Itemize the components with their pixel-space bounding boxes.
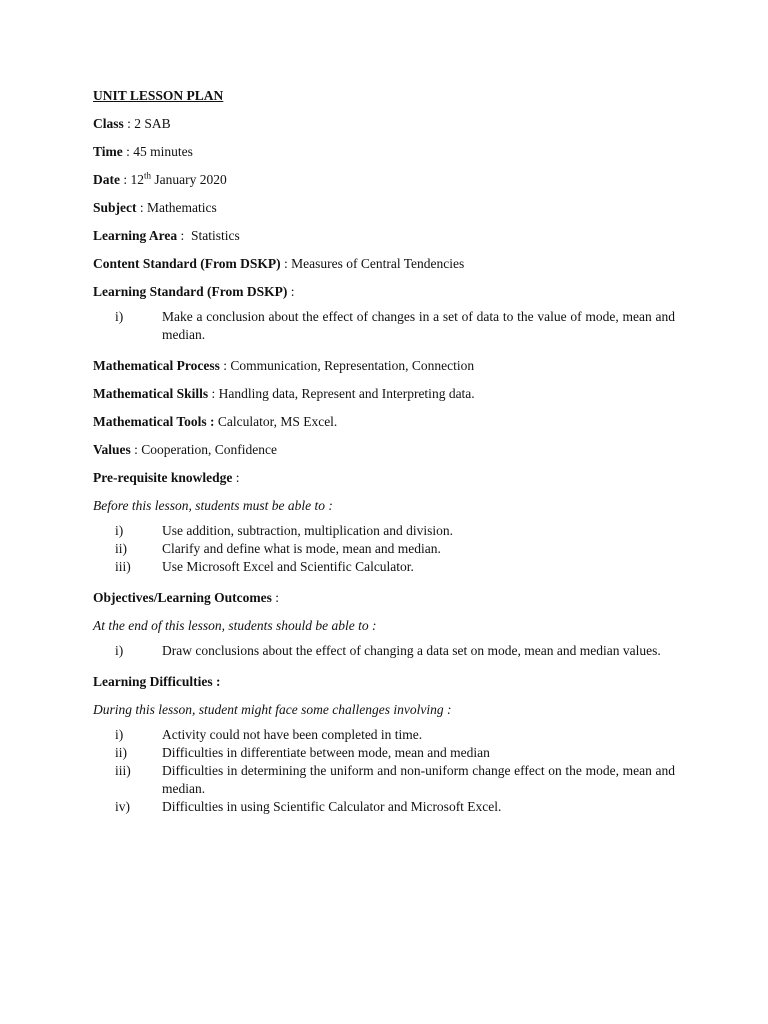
list-item-number: iii) — [115, 559, 131, 574]
content-standard-value: Measures of Central Tendencies — [291, 256, 465, 271]
list-item — [93, 558, 675, 576]
date-suffix: th — [144, 170, 152, 181]
subject-value: Mathematics — [147, 200, 217, 215]
math-skills-value: Handling data, Represent and Interpreting data. — [218, 386, 475, 401]
lesson-plan — [93, 84, 675, 826]
list-item-text: Draw conclusions about the effect of changing a data set on mode, mean and median values. — [162, 643, 661, 658]
list-item-text: Make a conclusion about the effect of changes in a set of data to the value of mode, mean and median. — [162, 309, 675, 342]
prereq-label: Pre-requisite knowledge — [93, 470, 233, 485]
difficulties-intro: During this lesson, student might face some challenges involving : — [93, 702, 452, 717]
math-process-label: Mathematical Process — [93, 358, 220, 373]
objectives-field: Objectives/Learning Outcomes : — [93, 590, 279, 605]
list-item-text: Use addition, subtraction, multiplication and division. — [162, 523, 453, 538]
subject-label: Subject — [93, 200, 137, 215]
list-item-number: i) — [115, 309, 124, 324]
math-skills-field: Mathematical Skills : Handling data, Represent and Interpreting data. — [93, 386, 475, 401]
objectives-list — [93, 642, 675, 660]
list-item-number: i) — [115, 727, 124, 742]
learning-standard-label: Learning Standard (From DSKP) — [93, 284, 288, 299]
class-label: Class — [93, 116, 124, 131]
math-process-field: Mathematical Process : Communication, Representation, Connection — [93, 358, 475, 373]
values-value: Cooperation, Confidence — [141, 442, 277, 457]
learning-area-label: Learning Area — [93, 228, 178, 243]
list-item-number: iv) — [115, 799, 130, 814]
learning-area-value: Statistics — [191, 228, 240, 243]
learning-standard-list — [93, 308, 675, 344]
time-field: Time : 45 minutes — [93, 144, 193, 159]
date-field: Date : 12th January 2020 — [93, 170, 227, 187]
list-item-text: Activity could not have been completed in time. — [162, 727, 423, 742]
time-value: 45 minutes — [133, 144, 193, 159]
objectives-intro: At the end of this lesson, students should be able to : — [93, 618, 377, 633]
math-tools-label: Mathematical Tools : — [93, 414, 215, 429]
list-item-number: i) — [115, 643, 124, 658]
list-item-text: Difficulties in determining the uniform and non-uniform change effect on the mode, mean and median. — [162, 763, 675, 796]
list-item — [93, 308, 675, 344]
list-item — [93, 744, 675, 762]
content-standard-field: Content Standard (From DSKP) : Measures of Central Tendencies — [93, 256, 465, 271]
list-item — [93, 642, 675, 660]
objectives-label: Objectives/Learning Outcomes — [93, 590, 272, 605]
difficulties-label: Learning Difficulties : — [93, 674, 221, 689]
class-field: Class : 2 SAB — [93, 116, 171, 131]
list-item-text: Difficulties in using Scientific Calculator and Microsoft Excel. — [162, 799, 502, 814]
list-item-text: Difficulties in differentiate between mode, mean and median — [162, 745, 490, 760]
list-item — [93, 798, 675, 816]
math-tools-value: Calculator, MS Excel. — [217, 414, 338, 429]
math-process-value: Communication, Representation, Connection — [230, 358, 475, 373]
subject-field: Subject : Mathematics — [93, 200, 217, 215]
list-item-number: ii) — [115, 541, 127, 556]
date-label: Date — [93, 172, 120, 187]
list-item-number: iii) — [115, 763, 131, 778]
prereq-field: Pre-requisite knowledge : — [93, 470, 240, 485]
learning-area-field: Learning Area : Statistics — [93, 228, 240, 243]
list-item — [93, 522, 675, 540]
list-item-text: Use Microsoft Excel and Scientific Calculator. — [162, 559, 414, 574]
list-item-number: i) — [115, 523, 124, 538]
values-field: Values : Cooperation, Confidence — [93, 442, 277, 457]
date-day: 12 — [130, 172, 145, 187]
math-skills-label: Mathematical Skills — [93, 386, 209, 401]
list-item — [93, 762, 675, 798]
list-item-text: Clarify and define what is mode, mean and median. — [162, 541, 441, 556]
date-rest: January 2020 — [151, 172, 227, 187]
difficulties-list — [93, 726, 675, 816]
page-title: UNIT LESSON PLAN — [93, 88, 224, 103]
values-label: Values — [93, 442, 131, 457]
math-tools-field — [93, 410, 675, 438]
prereq-intro: Before this lesson, students must be able to : — [93, 498, 333, 513]
time-label: Time — [93, 144, 123, 159]
list-item — [93, 540, 675, 558]
learning-standard-field: Learning Standard (From DSKP) : — [93, 284, 295, 299]
list-item-number: ii) — [115, 745, 127, 760]
class-value: 2 SAB — [134, 116, 171, 131]
content-standard-label: Content Standard (From DSKP) — [93, 256, 281, 271]
difficulties-field — [93, 670, 675, 698]
list-item — [93, 726, 675, 744]
prereq-list — [93, 522, 675, 576]
